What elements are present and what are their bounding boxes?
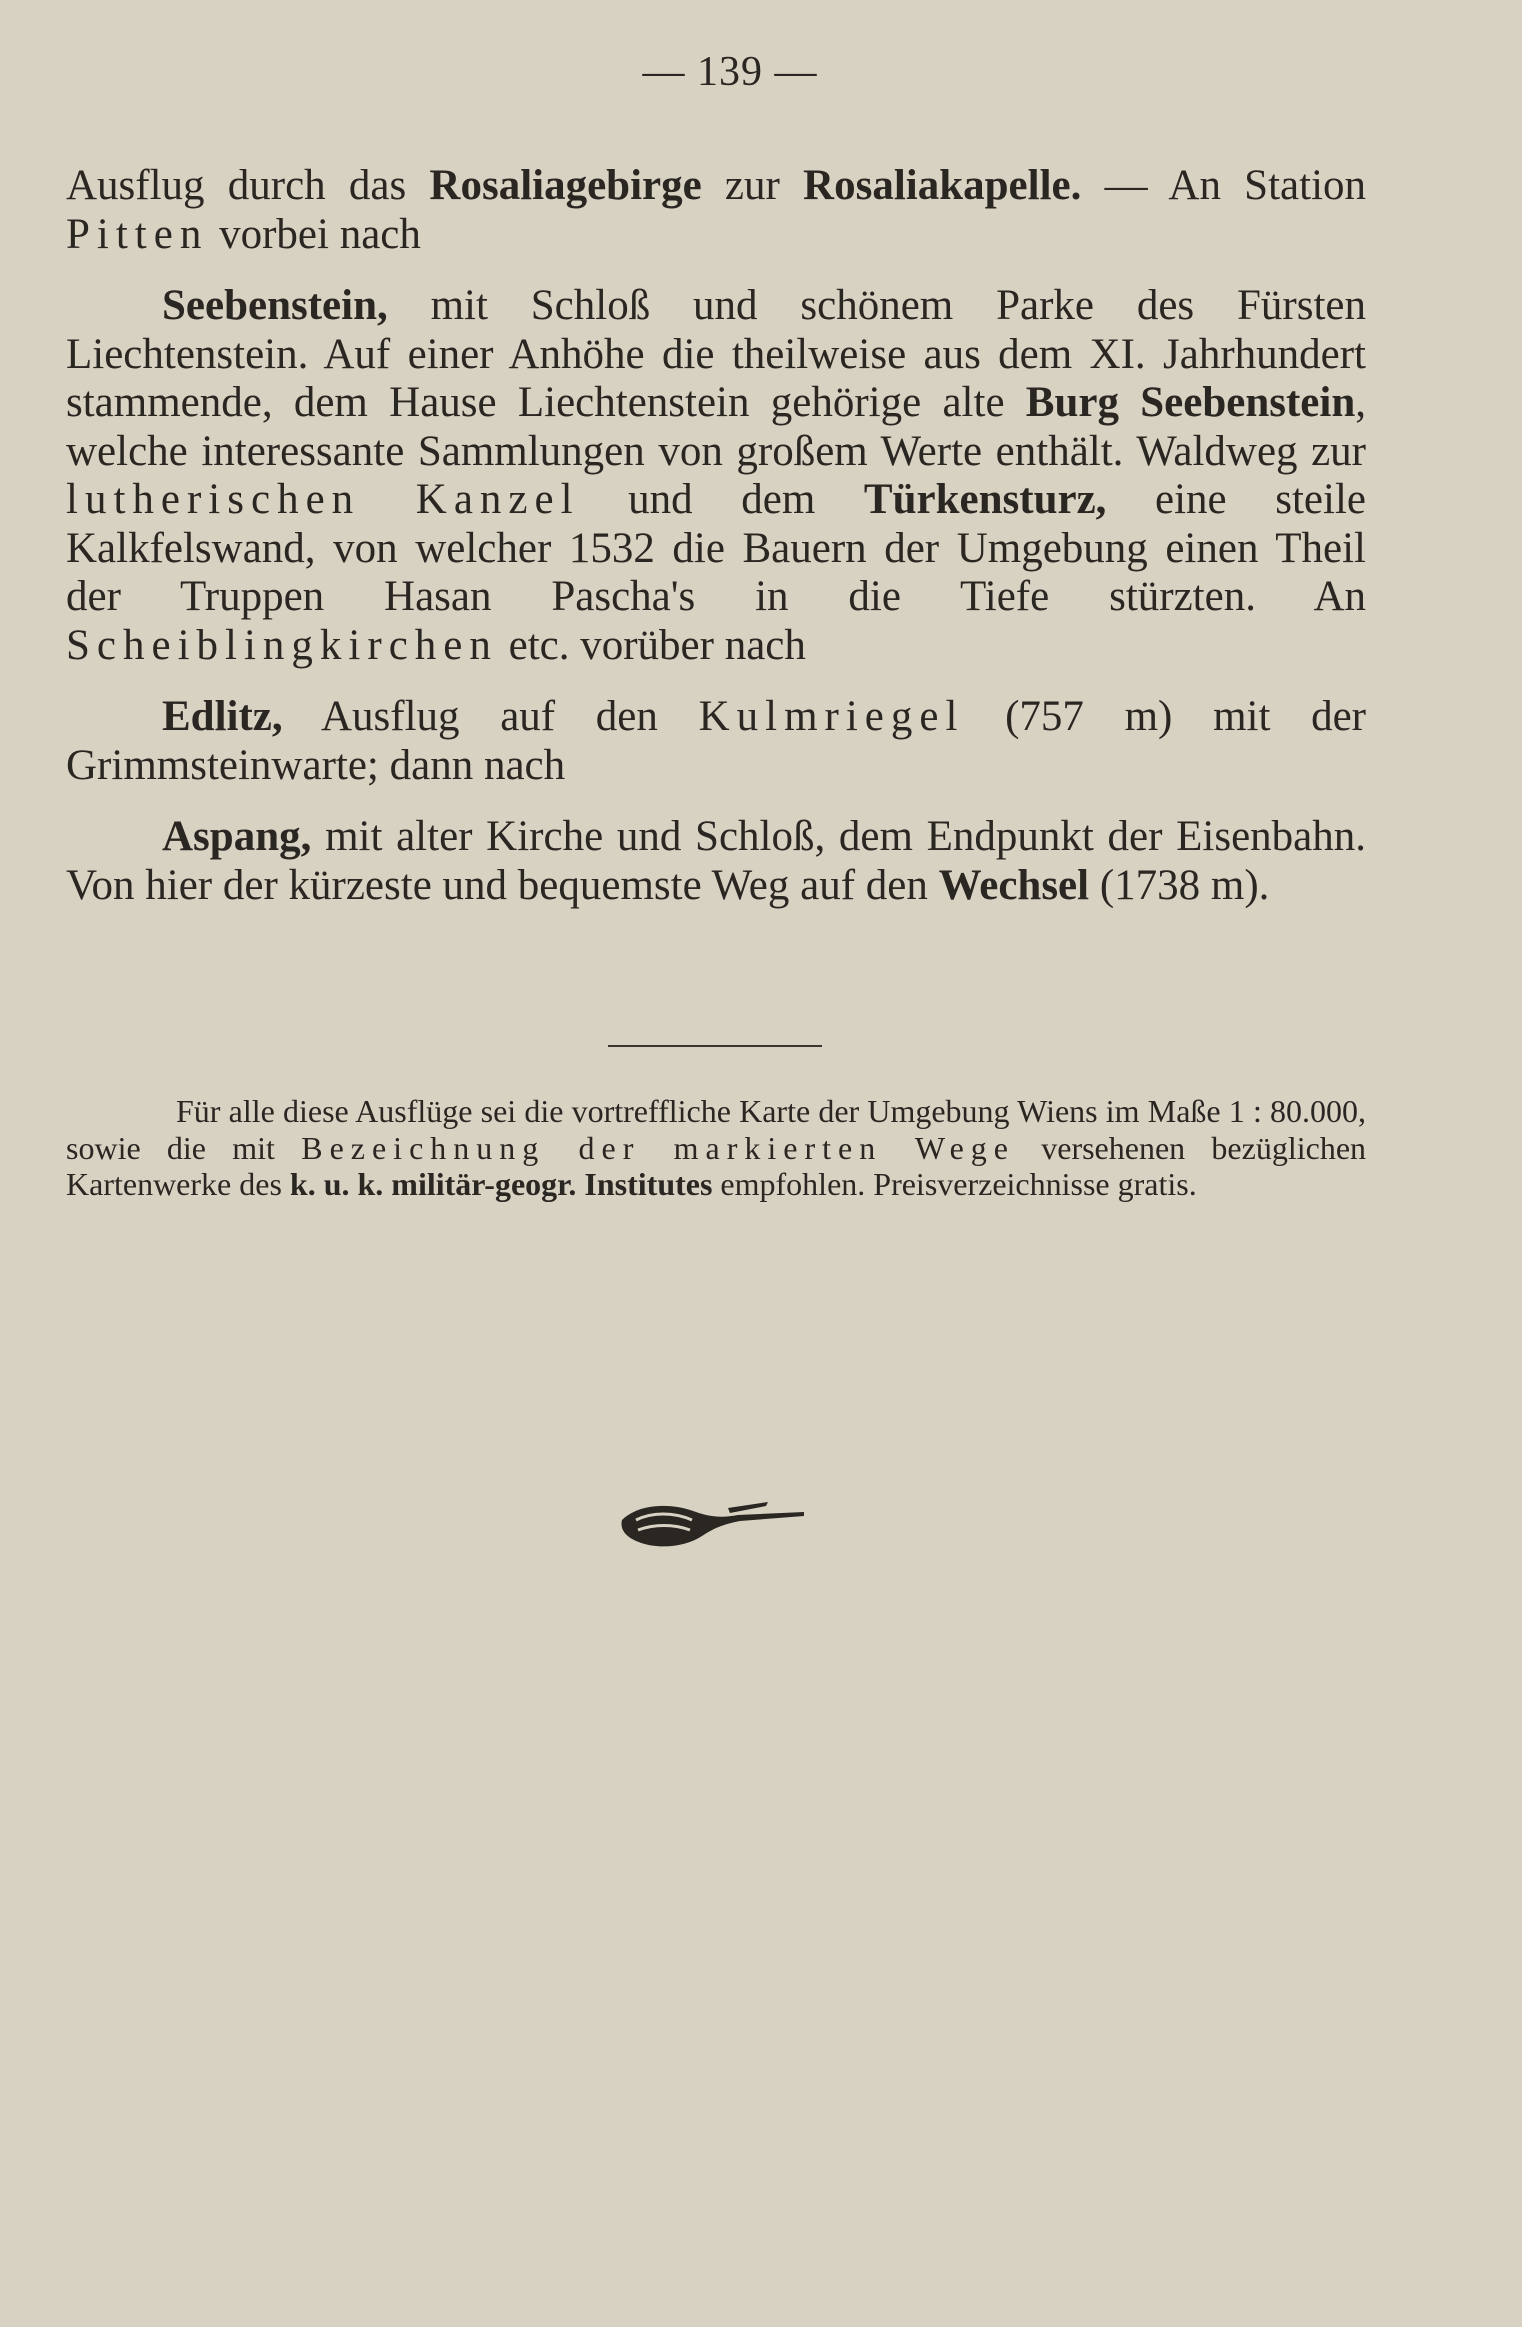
place-rosaliakapelle: Rosaliakapelle. [803, 162, 1082, 209]
footnote: Für alle diese Ausflüge sei die vortreffliche Karte der Umgebung Wiens im Maße 1 : 80.000, sowie die mit Bezeichnung der markierten Wege versehenen bezüglichen Kartenwerke des k. u. k. militär-geogr. Institutes empfohlen. Preisverzeichnisse gratis. [66, 1093, 1367, 1202]
place-edlitz: Edlitz, [162, 693, 283, 740]
place-tuerkensturz: Türkensturz, [863, 476, 1107, 523]
footnote-spaced-term: Bezeichnung der markierten Wege [301, 1129, 1015, 1166]
page-number: — 139 — [642, 49, 818, 95]
place-burg-seebenstein: Burg Seebenstein [1025, 379, 1356, 426]
body-text [66, 162, 1366, 910]
paragraph-edlitz: Edlitz, Ausflug auf den Kulmriegel (757 m) mit der Grimmsteinwarte; dann nach [66, 693, 1366, 789]
place-scheiblingkirchen: Scheiblingkirchen [66, 621, 498, 669]
place-lutherische-kanzel: lutherischen Kanzel [66, 476, 580, 523]
place-pitten: Pitten [66, 210, 209, 258]
section-divider [608, 1045, 822, 1047]
footnote-institute: k. u. k. militär-geogr. Institutes [289, 1166, 713, 1202]
place-kulmriegel: Kulmriegel [698, 693, 965, 740]
paragraph-aspang: Aspang, mit alter Kirche und Schloß, dem Endpunkt der Eisenbahn. Von hier der kürzeste und bequemste Weg auf den Wechsel (1738 m). [66, 813, 1366, 909]
place-aspang: Aspang, [162, 813, 312, 860]
place-rosaliagebirge: Rosaliagebirge [429, 162, 702, 209]
paragraph-rosalia: Ausflug durch das Rosaliagebirge zur Rosaliakapelle. — An Station Pitten vorbei nach [66, 162, 1367, 258]
place-seebenstein: Seebenstein, [162, 282, 388, 329]
hand-fleuron-icon [618, 1490, 808, 1560]
place-wechsel: Wechsel [938, 861, 1090, 909]
paragraph-seebenstein: Seebenstein, mit Schloß und schönem Parke des Fürsten Liechtenstein. Auf einer Anhöhe die theilweise aus dem XI. Jahrhundert stammende, dem Hause Liechtenstein gehörige alte Burg Seebenstein, welche interessante Sammlungen von großem Werte enthält. Waldweg zur lutherischen Kanzel und dem Türkensturz, eine steile Kalkfelswand, von welcher 1532 die Bauern der Umgebung einen Theil der Truppen Hasan Pascha's in die Tiefe stürzten. An Scheiblingkirchen etc. vorüber nach [66, 282, 1366, 669]
